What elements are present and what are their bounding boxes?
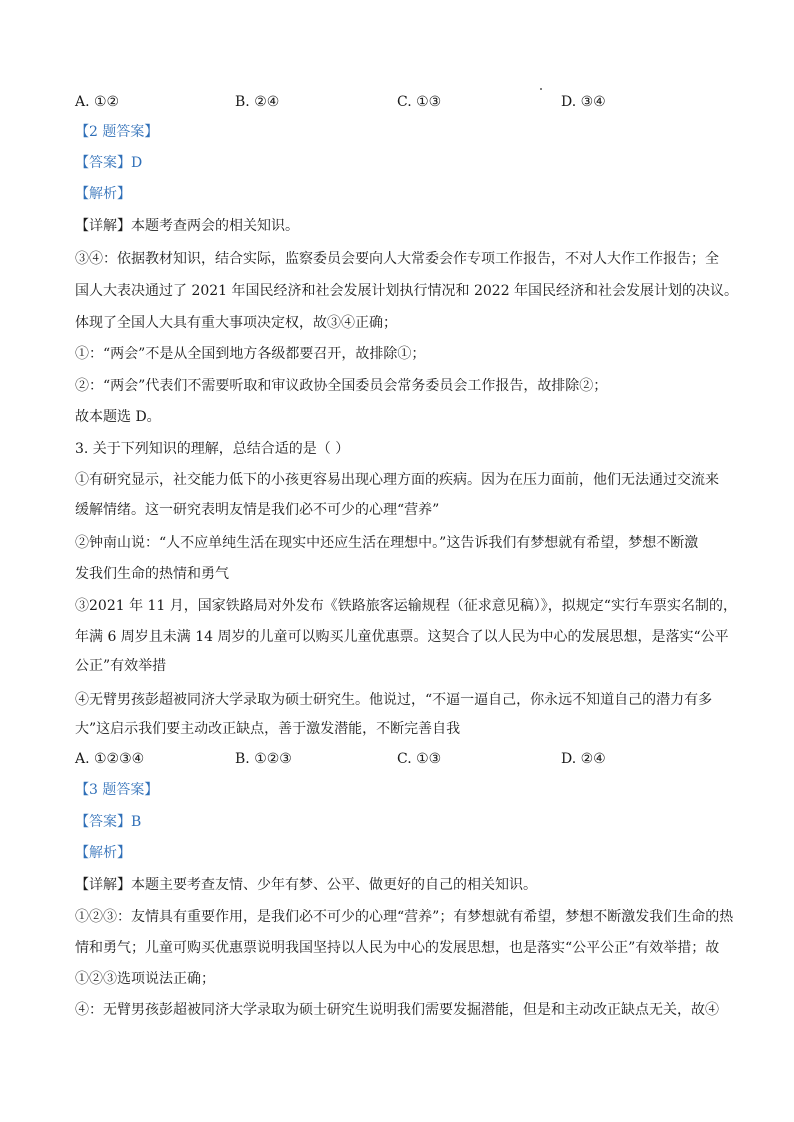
q2-detail-line: 故本题选 D。 bbox=[75, 409, 161, 425]
q3-detail-line: ①②③：友情具有重要作用，是我们必不可少的心理“营养”；有梦想就有希望，梦想不断激发我们生命的热 bbox=[75, 909, 734, 925]
q3-analysis-label: 【解析】 bbox=[75, 845, 131, 861]
q3-stem-line: ②钟南山说：“人不应单纯生活在现实中还应生活在理想中。”这告诉我们有梦想就有希望，梦想不断激 bbox=[75, 535, 699, 551]
q3-options-row bbox=[75, 749, 725, 769]
q2-detail-line: ①：“两会”不是从全国到地方各级都要召开，故排除①； bbox=[75, 346, 426, 362]
q3-stem-line: 年满 6 周岁且未满 14 周岁的儿童可以购买儿童优惠票。这契合了以人民为中心的发展思想，是落实“公平 bbox=[75, 629, 729, 645]
q2-detail-line: ②：“两会”代表们不需要听取和审议政协全国委员会常务委员会工作报告，故排除②； bbox=[75, 378, 608, 394]
q3-detail-line: 【详解】本题主要考查友情、少年有梦、公平、做更好的自己的相关知识。 bbox=[75, 877, 537, 893]
q3-detail-line: ①②③选项说法正确； bbox=[75, 971, 215, 987]
q2-detail-line: ③④：依据教材知识，结合实际，监察委员会要向人大常委会作专项工作报告，不对人大作工作报告；全 bbox=[75, 251, 719, 267]
q3-option-d: D. ②④ bbox=[561, 751, 606, 767]
q3-stem-line: 缓解情绪。这一研究表明友情是我们必不可少的心理“营养” bbox=[75, 502, 440, 518]
q3-stem-line: 发我们生命的热情和勇气 bbox=[75, 566, 229, 582]
q3-stem-line: ③2021 年 11 月，国家铁路局对外发布《铁路旅客运输规程（征求意见稿）》，拟规定“实行车票实名制的， bbox=[75, 598, 737, 614]
q2-option-d: D. ③④ bbox=[561, 94, 606, 110]
q3-stem-line: ④无臂男孩彭超被同济大学录取为硕士研究生。他说过，“不逼一逼自己，你永远不知道自己的潜力有多 bbox=[75, 692, 713, 708]
q2-option-b: B. ②④ bbox=[235, 94, 280, 110]
q3-stem-line: 大”这启示我们要主动改正缺点，善于激发潜能，不断完善自我 bbox=[75, 721, 461, 737]
q3-option-c: C. ①③ bbox=[397, 751, 442, 767]
q2-option-a: A. ①② bbox=[75, 94, 120, 110]
q3-detail-line: 情和勇气；儿童可购买优惠票说明我国坚持以人民为中心的发展思想，也是落实“公平公正”有效举措；故 bbox=[75, 940, 720, 956]
q2-option-c: C. ①③ bbox=[397, 94, 442, 110]
q2-answer-header: 【2 题答案】 bbox=[75, 124, 159, 140]
q3-option-b: B. ①②③ bbox=[235, 751, 292, 767]
q3-answer-header: 【3 题答案】 bbox=[75, 782, 159, 798]
q2-options-row bbox=[75, 92, 725, 112]
stray-dot bbox=[540, 88, 542, 90]
q3-stem-line: 3. 关于下列知识的理解，总结合适的是（ ） bbox=[75, 441, 350, 457]
q3-detail-line: ④：无臂男孩彭超被同济大学录取为硕士研究生说明我们需要发掘潜能，但是和主动改正缺点无关，故④ bbox=[75, 1002, 719, 1018]
q3-answer: 【答案】B bbox=[75, 814, 142, 830]
q2-detail-line: 【详解】本题考查两会的相关知识。 bbox=[75, 218, 299, 234]
q2-answer: 【答案】D bbox=[75, 155, 143, 171]
q3-option-a: A. ①②③④ bbox=[75, 751, 145, 767]
q2-detail-line: 体现了全国人大具有重大事项决定权，故③④正确； bbox=[75, 315, 397, 331]
q3-stem-line: ①有研究显示，社交能力低下的小孩更容易出现心理方面的疾病。因为在压力面前，他们无法通过交流来 bbox=[75, 472, 719, 488]
q2-analysis-label: 【解析】 bbox=[75, 186, 131, 202]
q3-stem-line: 公正”有效举措 bbox=[75, 658, 167, 674]
q2-detail-line: 国人大表决通过了 2021 年国民经济和社会发展计划执行情况和 2022 年国民经济和社会发展计划的决议。 bbox=[75, 283, 739, 299]
